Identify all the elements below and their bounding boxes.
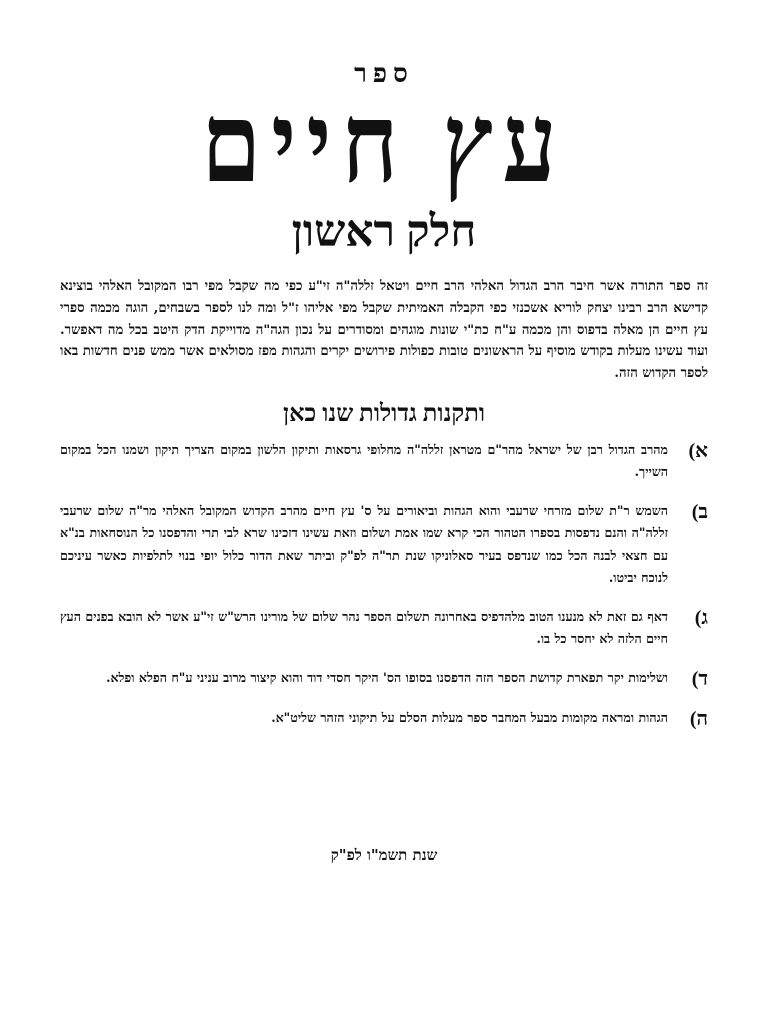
list-item [60, 707, 708, 731]
item-text: הגהות ומראה מקומות מבעל המחבר ספר מעלות הסלם על תיקוני הזהר שליט"א. [271, 709, 668, 725]
list-item [60, 667, 708, 691]
book-subtitle: חלק ראשון [291, 207, 477, 256]
improvements-list [60, 439, 708, 731]
item-letter: ה) [689, 707, 708, 730]
item-letter: א) [688, 439, 708, 462]
book-title: עץ חיים [201, 81, 567, 205]
item-text: ושלימות יקר תפארת קדושת הספר הזה הדפסנו בסופו הס' היקר חסדי דוד והוא קיצור מרוב עניני ע"ח הפלא ופלא. [106, 669, 668, 685]
publication-year: שנת תשמ"ו לפ"ק [330, 846, 438, 864]
item-letter: ג) [694, 606, 708, 629]
section-heading: ותקנות גדולות שנו כאן [282, 400, 485, 427]
intro-paragraph: זה ספר התורה אשר חיבר הרב הגדול האלהי הרב חיים ויטאל זללה"ה זי"ע כפי מה שקבל מפי רבו המקובל האלהי בוצינא קדישא הרב רבינו יצחק לוריא אשכנזי כפי הקבלה האמיתית שקבל מפי אליהו ז"ל ומה לנו לספר בשבחים, הוגה מכמה ספרי עץ חיים הן מאלה בדפוס והן מכמה ע"ח כת"י שונות מוגהים ומסודרים על נכון הגה"ה מדוייקת הדק היטב בכל מה דאפשר. ועוד עשינו מעלות בקודש מוסיף על הראשונים טובות כפולות פירושים יקרים והגהות מפז מסולאים אשר ממש פנים חדשות באו לספר הקדוש הזה. [60, 279, 708, 382]
item-letter: ד) [691, 667, 708, 690]
list-item [60, 606, 708, 651]
item-text: דאף גם זאת לא מנענו הטוב מלהדפיס באחרונה תשלום הספר נהר שלום של מורינו הרש"ש זי"ע אשר לא הובא בפנים העץ חיים הלזה לא יחסר כל בו. [60, 608, 668, 647]
item-letter: ב) [691, 500, 708, 523]
item-text: השמש ר"ת שלום מזרחי שרעבי והוא הגהות וביאורים על ס' עץ חיים מהרב הקדוש המקובל האלהי מר"ה שלום שרעבי זללה"ה והנם נדפסות בספרו הטהור הכי קרא שמו אמת ושלום וזאת עשינו דזכינו שרא לבי תרי והדפסנו כל הנוסחאות בנ"א עם חצאי לבנה הכל כמו שנדפס בעיר סאלוניקו שנת תר"ה לפ"ק וביתר שאת הדור כלול יופי בנוי לתלפיות כאשר עיניכם לנוכח יביטו. [60, 502, 668, 586]
list-item [60, 439, 708, 484]
list-item [60, 500, 708, 590]
item-text: מהרב הגדול רבן של ישראל מהר"ם מטראן זללה"ה מחלופי גרסאות ותיקון הלשון במקום הצריך תיקון ושמנו הכל במקום השייך. [60, 441, 668, 480]
book-label: ספר [354, 59, 414, 89]
